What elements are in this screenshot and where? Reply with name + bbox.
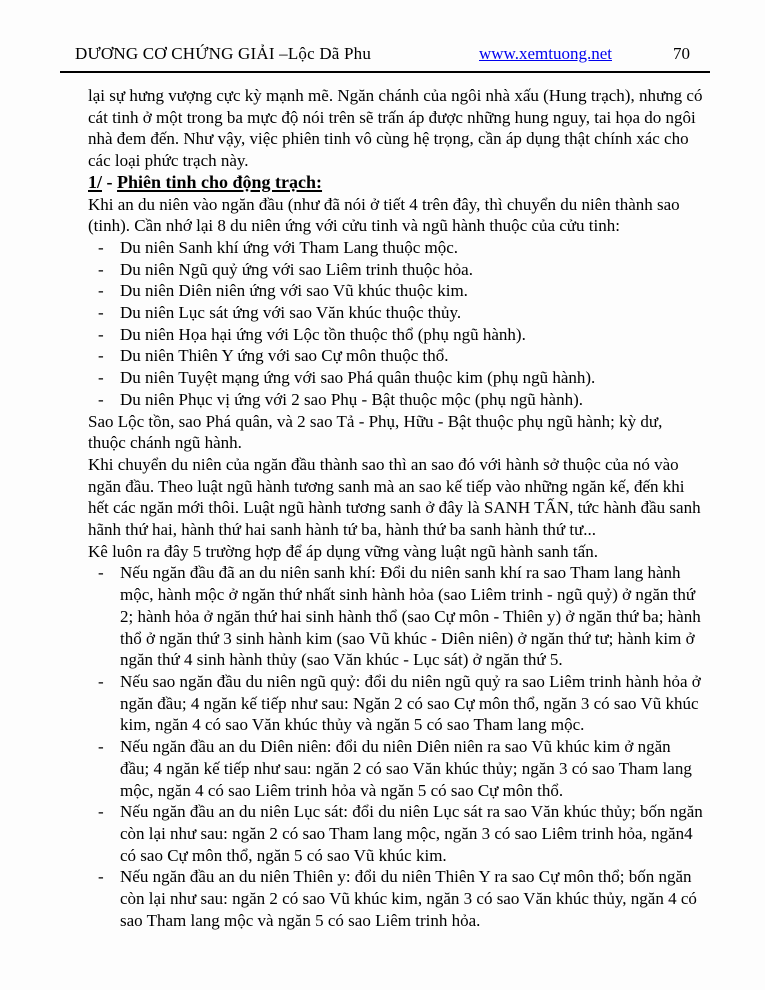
paragraph: Kê luôn ra đây 5 trường hợp để áp dụng vững vàng luật ngũ hành sanh tấn. [88,541,598,561]
list-item: - Du niên Diên niên ứng với sao Vũ khúc thuộc kim. [98,281,468,301]
list-item: - Nếu ngăn đầu an du niên Lục sát: đổi du niên Lục sát ra sao Văn khúc thủy; bốn ngăn còn lại như sau: ngăn 2 có sao Tham lang mộc, ngăn 3 có sao Liêm trinh hỏa, ngăn4 có sao Cự môn thổ, ngăn 5 có sao Vũ khúc kim. [98,802,703,865]
bullet-dash: - [98,303,104,323]
paragraph: Khi chuyển du niên của ngăn đầu thành sao thì an sao đó với hành sở thuộc của nó vào ngăn đầu. Theo luật ngũ hành tương sanh mà an sao kế tiếp vào những ngăn kế, đến khi hết các ngăn mới thôi. Luật ngũ hành tương sanh ở đây là SANH TẤN, tức hành đầu sanh hãnh thứ hai, hành thứ hai sanh hành tứ ba, hành thứ ba sanh hành thứ tư... [88,454,701,540]
list-item: - Du niên Tuyệt mạng ứng với sao Phá quân thuộc kim (phụ ngũ hành). [98,368,596,388]
section-heading [88,172,703,194]
list-item: - Du niên Phục vị ứng với 2 sao Phụ - Bật thuộc mộc (phụ ngũ hành). [98,389,583,409]
bullet-dash: - [98,346,104,366]
bullet-dash: - [98,671,104,691]
bullet-dash: - [98,389,104,409]
bullet-dash: - [98,324,104,344]
list-item: - Du niên Họa hại ứng với Lộc tồn thuộc thổ (phụ ngũ hành). [98,324,526,344]
page-header [75,44,690,64]
website-link[interactable]: www.xemtuong.net [479,44,612,63]
paragraph: lại sự hưng vượng cực kỳ mạnh mẽ. Ngăn chánh của ngôi nhà xấu (Hung trạch), nhưng có cát tinh ở một trong ba mực độ nói trên sẽ trấn áp được những hung nguy, tai họa do ngôi nhà đem đến. Như vậy, việc phiên tinh vô cùng hệ trọng, cần áp dụng thật chính xác cho các loại phức trạch này. [88,86,703,171]
list-item: - Nếu ngăn đầu an du Diên niên: đổi du niên Diên niên ra sao Vũ khúc kim ở ngăn đầu; 4 ngăn kế tiếp như sau: ngăn 2 có sao Văn khúc thủy; ngăn 3 có sao Tham lang mộc, ngăn 4 có sao Liêm trinh hỏa và ngăn 5 có sao Cự môn thổ. [98,737,692,800]
list-item: - Nếu sao ngăn đầu du niên ngũ quỷ: đổi du niên ngũ quỷ ra sao Liêm trinh hành hỏa ở ngăn đầu; 4 ngăn kế tiếp như sau: Ngăn 2 có sao Cự môn thổ, ngăn 3 có sao Vũ khúc kim, ngăn 4 có sao Văn khúc thủy và ngăn 5 có sao Tham lang mộc. [98,671,701,735]
heading-separator: - [102,171,118,192]
bullet-dash: - [98,281,104,301]
bullet-dash: - [98,737,104,757]
bullet-dash: - [98,563,104,583]
bullet-dash: - [98,237,104,257]
bullet-dash: - [98,368,104,388]
document-body [88,85,703,931]
header-divider [60,71,710,73]
heading-text: Phiên tinh cho động trạch: [117,171,323,192]
paragraph: Sao Lộc tồn, sao Phá quân, và 2 sao Tả - Phụ, Hữu - Bật thuộc phụ ngũ hành; kỳ dư, thuộc chánh ngũ hành. [88,411,663,453]
list-item: - Nếu ngăn đầu đã an du niên sanh khí: Đổi du niên sanh khí ra sao Tham lang hành mộc, hành mộc ở ngăn thứ nhất sinh hành hỏa (sao Liêm trinh - ngũ quỷ) ở ngăn thứ 2; hành hỏa ở ngăn thứ hai sinh hành thổ (sao Cự môn - Thiên y) ở ngăn thứ ba; hành thổ ở ngăn thứ 3 sinh hành kim (sao Vũ khúc - Diên niên) ở ngăn thứ tư; hành kim ở ngăn thứ 4 sinh hành thủy (sao Văn khúc - Lục sát) ở ngăn thứ 5. [98,563,701,670]
list-item: - Du niên Ngũ quỷ ứng với sao Liêm trinh thuộc hỏa. [98,259,473,279]
bullet-dash: - [98,867,104,887]
heading-number: 1/ [88,171,103,192]
list-item: - Du niên Lục sát ứng với sao Văn khúc thuộc thủy. [98,303,462,323]
bullet-dash: - [98,802,104,822]
page-number: 70 [673,44,690,63]
paragraph: Khi an du niên vào ngăn đầu (như đã nói ở tiết 4 trên đây, thì chuyển du niên thành sao (tinh). Cần nhớ lại 8 du niên ứng với cửu tinh và ngũ hành thuộc của cửu tinh: [88,194,680,236]
list-item: - Nếu ngăn đầu an du niên Thiên y: đổi du niên Thiên Y ra sao Cự môn thổ; bốn ngăn còn lại như sau: ngăn 2 có sao Vũ khúc kim, ngăn 3 có sao Văn khúc thủy, ngăn 4 có sao Tham lang mộc và ngăn 5 có sao Liêm trinh hỏa. [98,867,697,930]
list-item: - Du niên Sanh khí ứng với Tham Lang thuộc mộc. [98,237,459,257]
document-title: DƯƠNG CƠ CHỨNG GIẢI –Lộc Dã Phu [75,44,372,63]
bullet-dash: - [98,259,104,279]
list-item: - Du niên Thiên Y ứng với sao Cự môn thuộc thổ. [98,346,449,366]
